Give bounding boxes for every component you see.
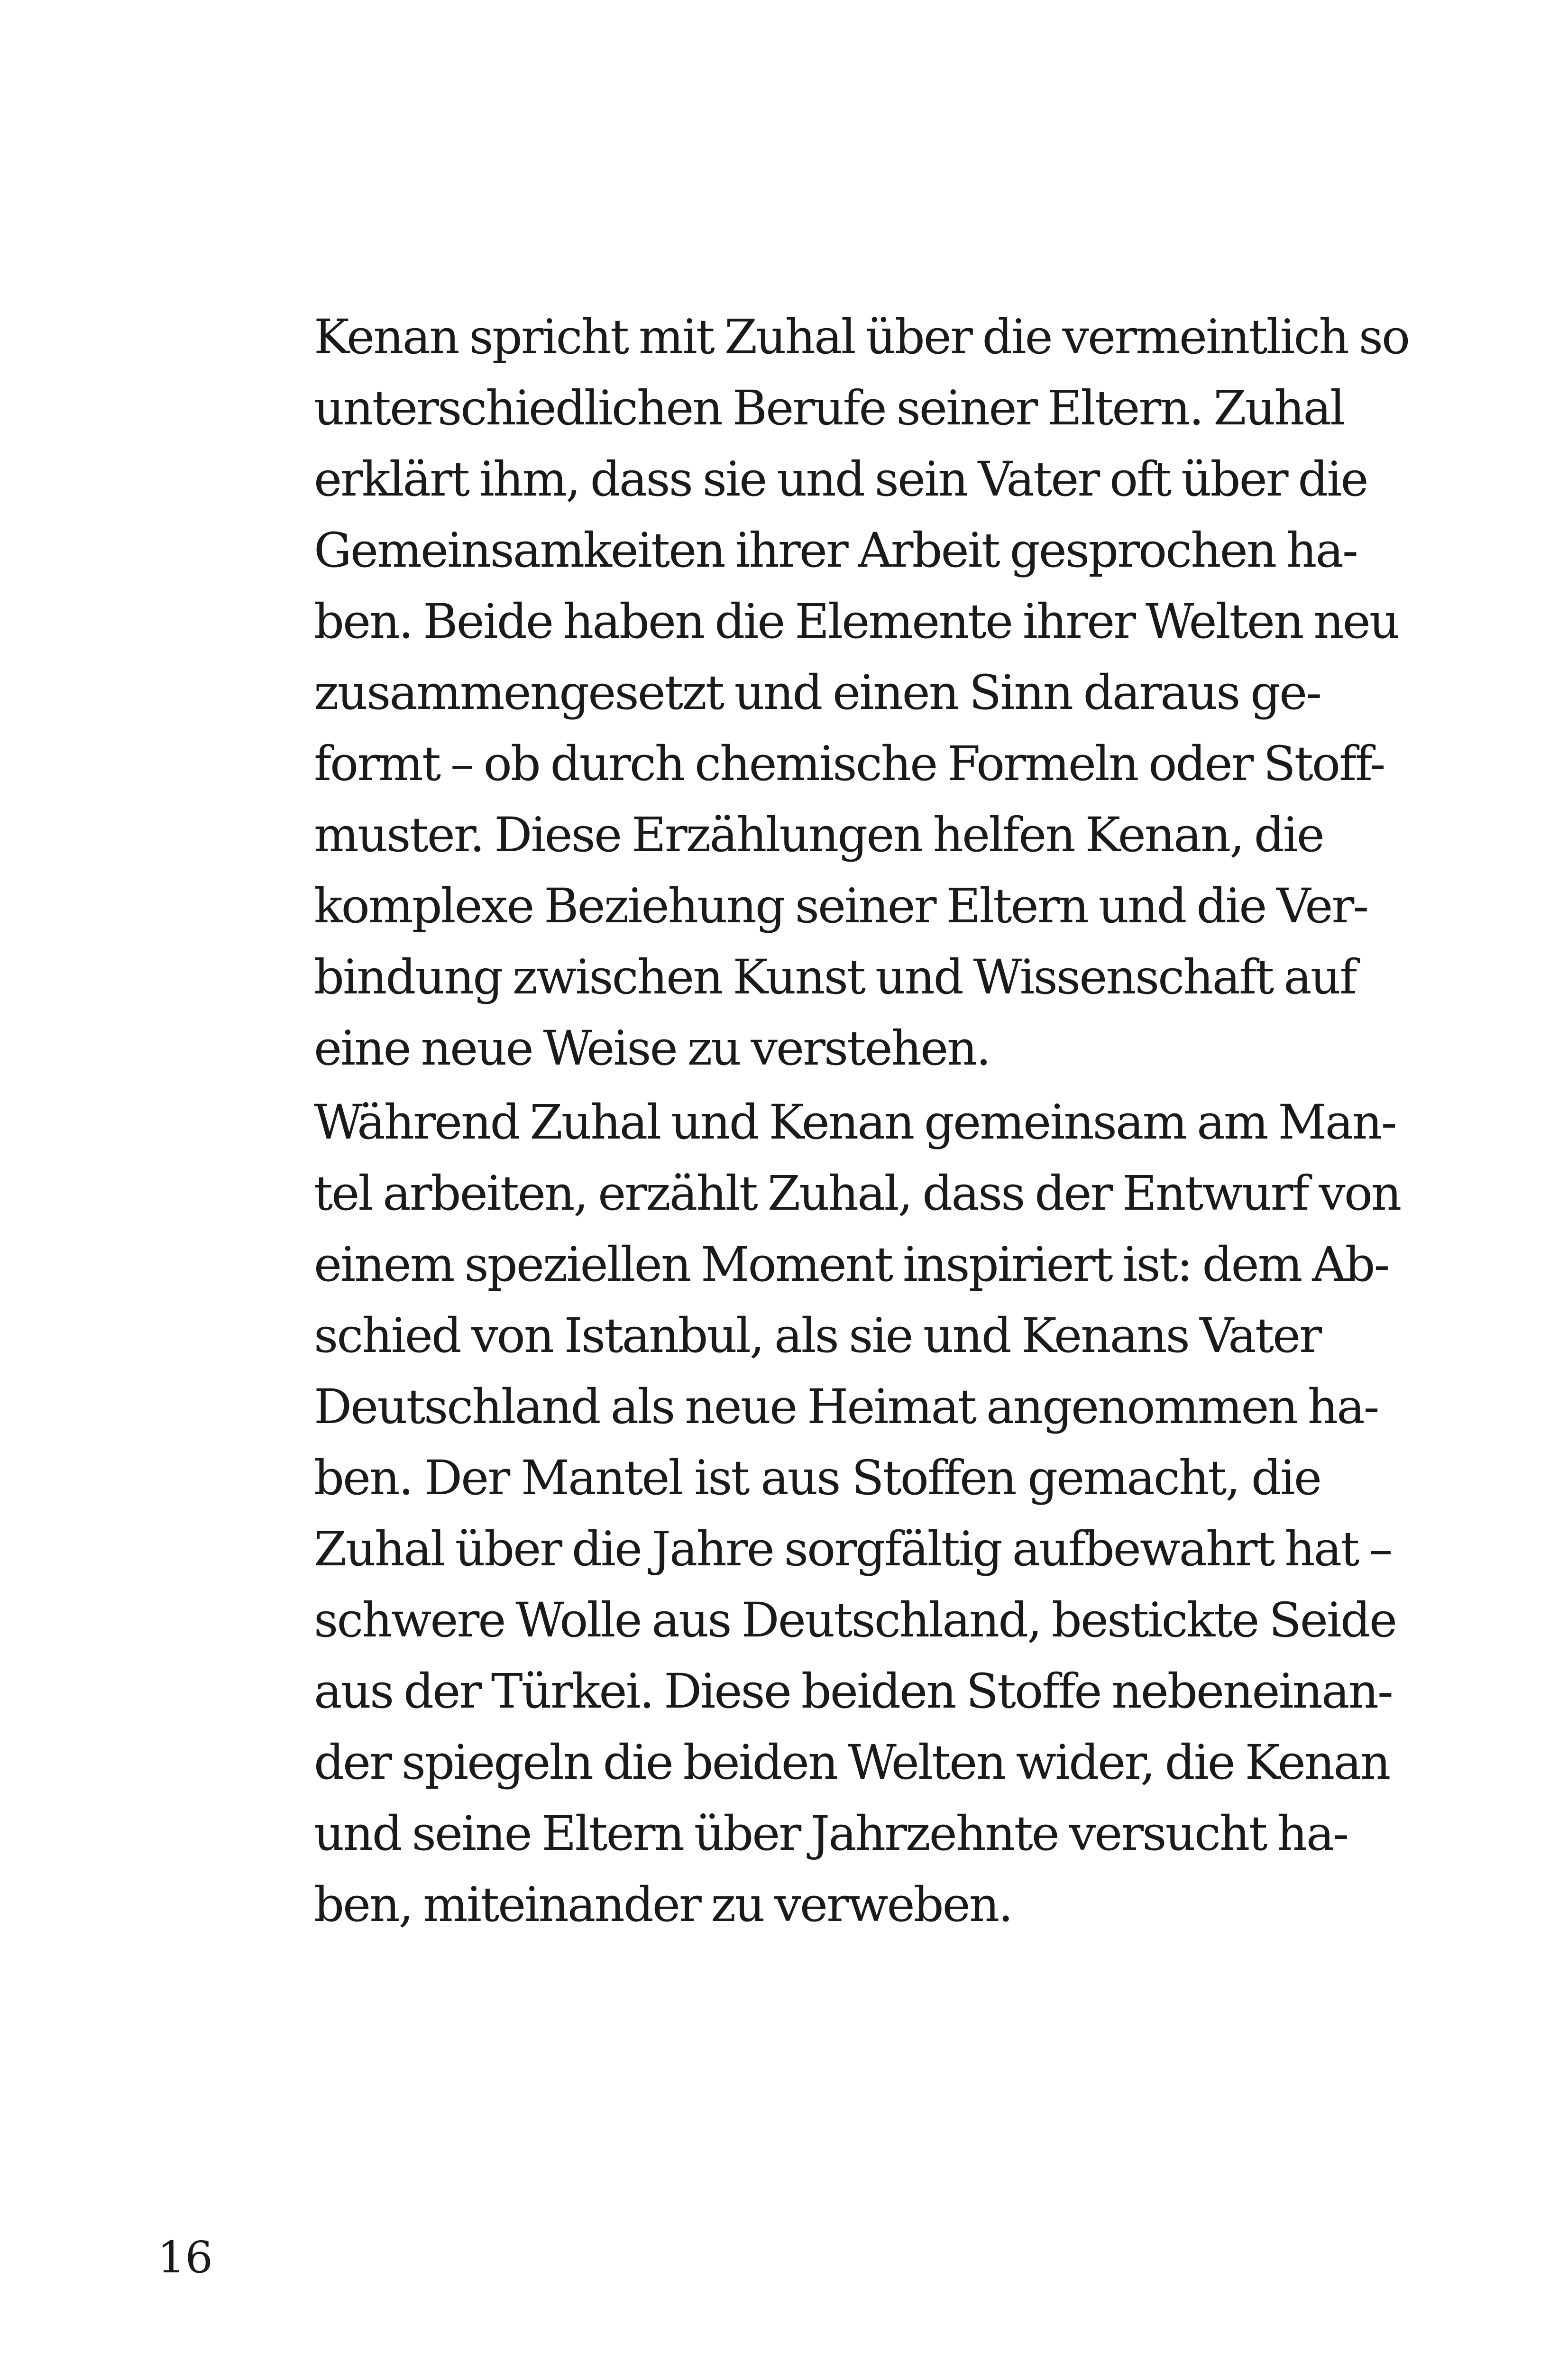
text-line: aus der Türkei. Diese beiden Stoffe nebeneinan- [314,1663,1392,1719]
text-line: Während Zuhal und Kenan gemeinsam am Man- [314,1094,1396,1150]
text-line: tel arbeiten, erzählt Zuhal, dass der Entwurf von [314,1166,1401,1221]
page-number: 16 [157,2232,213,2283]
text-line: ben. Der Mantel ist aus Stoffen gemacht, die [314,1450,1320,1506]
text-line: muster. Diese Erzählungen helfen Kenan, die [314,807,1323,863]
text-line: der spiegeln die beiden Welten wider, die Kenan [314,1735,1390,1790]
text-line: und seine Eltern über Jahrzehnte versucht ha- [314,1806,1348,1861]
text-line: Deutschland als neue Heimat angenommen ha- [314,1379,1378,1434]
text-line: schied von Istanbul, als sie und Kenans Vater [314,1308,1320,1363]
text-line: einem speziellen Moment inspiriert ist: dem Ab- [314,1237,1389,1292]
paragraph-2 [314,1087,1401,1940]
text-line: zusammengesetzt und einen Sinn daraus ge- [314,665,1320,720]
text-line: Zuhal über die Jahre sorgfältig aufbewahrt hat – [314,1521,1392,1577]
text-line: ben, miteinander zu verweben. [314,1877,1012,1932]
text-line: Gemeinsamkeiten ihrer Arbeit gesprochen ha- [314,523,1357,578]
text-line: erklärt ihm, dass sie und sein Vater oft über die [314,451,1367,507]
text-line: Kenan spricht mit Zuhal über die vermeintlich so [314,309,1409,365]
text-line: komplexe Beziehung seiner Eltern und die Ver- [314,878,1368,934]
text-line: ben. Beide haben die Elemente ihrer Welten neu [314,594,1399,649]
text-line: eine neue Weise zu verstehen. [314,1020,990,1076]
text-line: formt – ob durch chemische Formeln oder Stoff- [314,736,1385,791]
text-line: unterschiedlichen Berufe seiner Eltern. Zuhal [314,380,1344,436]
text-line: schwere Wolle aus Deutschland, bestickte Seide [314,1592,1396,1648]
text-line: bindung zwischen Kunst und Wissenschaft auf [314,949,1356,1005]
paragraph-1 [314,302,1409,1084]
